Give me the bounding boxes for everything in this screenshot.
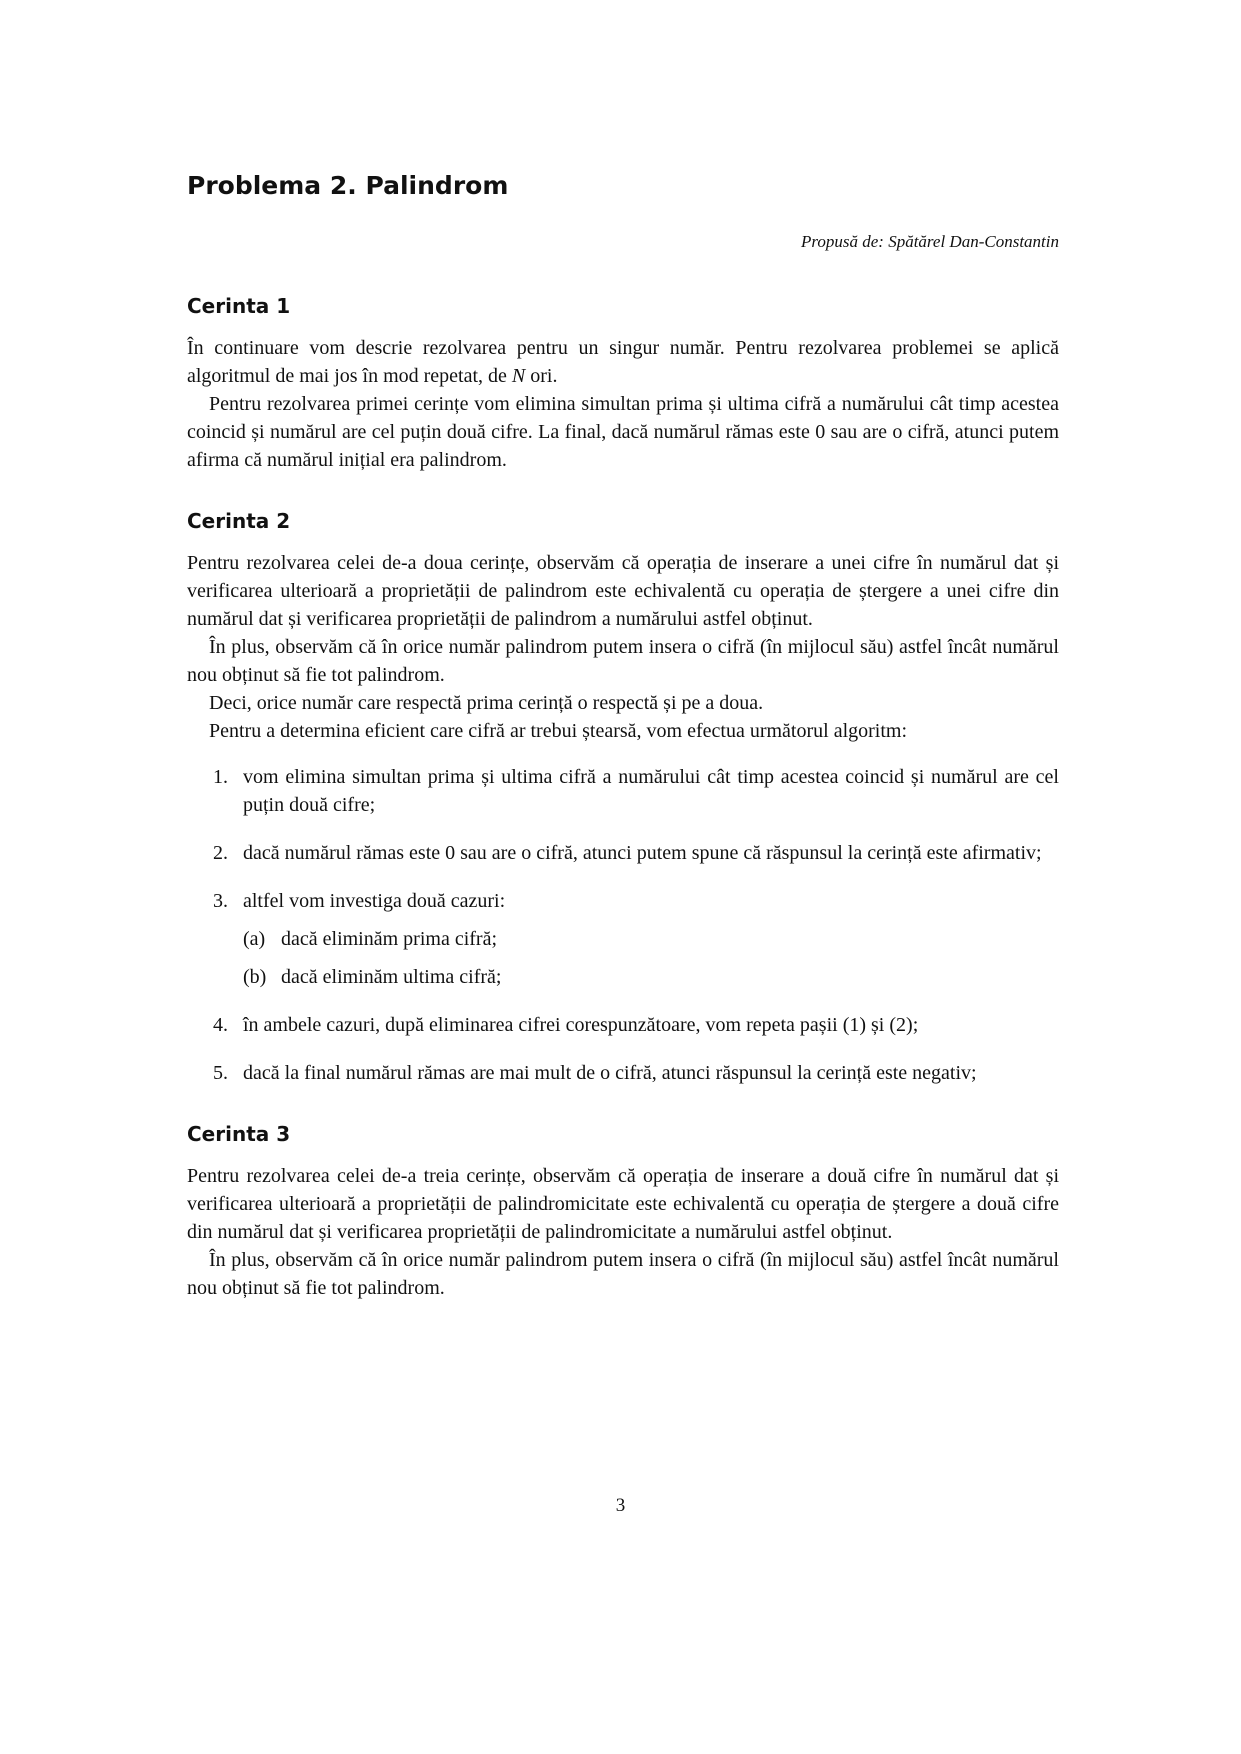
section-body-cerinta-3 bbox=[187, 1162, 1059, 1302]
list-item bbox=[187, 1011, 1059, 1039]
sub-list-item-text: dacă eliminăm ultima cifră; bbox=[281, 966, 502, 988]
list-item bbox=[187, 887, 1059, 991]
paragraph-text: În continuare vom descrie rezolvarea pentru un singur număr. Pentru rezolvarea problemei se aplică algoritmul de mai jos în mod repetat, de bbox=[187, 337, 1059, 387]
paragraph bbox=[187, 334, 1059, 390]
list-item bbox=[187, 839, 1059, 867]
paragraph: Pentru rezolvarea primei cerințe vom elimina simultan prima și ultima cifră a numărului cât timp acestea coincid și numărul are cel puțin două cifre. La final, dacă numărul rămas este 0 sau are o cifră, atunci putem afirma că numărul inițial era palindrom. bbox=[187, 393, 1059, 471]
list-item-text: în ambele cazuri, după eliminarea cifrei corespunzătoare, vom repeta pașii (1) și (2); bbox=[243, 1014, 919, 1036]
document-page bbox=[187, 168, 1059, 1302]
paragraph: Pentru rezolvarea celei de-a treia cerințe, observăm că operația de inserare a două cifre în numărul dat și verificarea ulterioară a proprietății de palindromicitate este echivalentă cu operația de ștergere a două cifre din numărul dat și verificarea proprietății de palindromicitate a numărului astfel obținut. bbox=[187, 1165, 1059, 1243]
paragraph: Pentru a determina eficient care cifră ar trebui ștearsă, vom efectua următorul algoritm: bbox=[209, 720, 908, 742]
variable-n: N bbox=[511, 365, 526, 387]
section-body-cerinta-2 bbox=[187, 549, 1059, 1087]
paragraph: Pentru rezolvarea celei de-a doua cerințe, observăm că operația de inserare a unei cifre în numărul dat și verificarea ulterioară a proprietății de palindrom este echivalentă cu operația de ștergere a unei cifre din numărul dat și verificarea proprietății de palindrom a numărului astfel obținut. bbox=[187, 552, 1059, 630]
list-item-text: dacă numărul rămas este 0 sau are o cifră, atunci putem spune că răspunsul la cerință este afirmativ; bbox=[243, 842, 1042, 864]
list-item bbox=[187, 1059, 1059, 1087]
paragraph: Deci, orice număr care respectă prima cerință o respectă și pe a doua. bbox=[209, 692, 764, 714]
sub-list-item bbox=[243, 963, 1059, 991]
list-item bbox=[187, 763, 1059, 819]
section-heading-cerinta-3: Cerinta 3 bbox=[187, 1122, 291, 1146]
list-item-number: 1. bbox=[213, 766, 228, 788]
author-credit: Propusă de: Spătărel Dan-Constantin bbox=[801, 232, 1059, 251]
section-body-cerinta-1 bbox=[187, 334, 1059, 474]
section-heading-cerinta-2: Cerinta 2 bbox=[187, 509, 291, 533]
sub-list bbox=[243, 925, 1059, 991]
problem-title: Problema 2. Palindrom bbox=[187, 171, 509, 200]
paragraph: În plus, observăm că în orice număr palindrom putem insera o cifră (în mijlocul său) astfel încât numărul nou obținut să fie tot palindrom. bbox=[187, 1249, 1059, 1299]
list-item-number: 2. bbox=[213, 842, 228, 864]
page-number: 3 bbox=[615, 1495, 626, 1516]
paragraph: În plus, observăm că în orice număr palindrom putem insera o cifră (în mijlocul său) astfel încât numărul nou obținut să fie tot palindrom. bbox=[187, 636, 1059, 686]
list-item-number: 3. bbox=[213, 890, 228, 912]
algorithm-steps-list bbox=[187, 763, 1059, 1087]
sub-list-item bbox=[243, 925, 1059, 953]
list-item-text: altfel vom investiga două cazuri: bbox=[243, 890, 506, 912]
sub-list-item-label: (a) bbox=[243, 928, 266, 950]
list-item-number: 4. bbox=[213, 1014, 228, 1036]
section-heading-cerinta-1: Cerinta 1 bbox=[187, 294, 291, 318]
list-item-text: dacă la final numărul rămas are mai mult de o cifră, atunci răspunsul la cerință este negativ; bbox=[243, 1062, 977, 1084]
sub-list-item-text: dacă eliminăm prima cifră; bbox=[281, 928, 498, 950]
list-item-number: 5. bbox=[213, 1062, 228, 1084]
sub-list-item-label: (b) bbox=[243, 966, 267, 988]
paragraph-text: ori. bbox=[525, 365, 558, 387]
list-item-text: vom elimina simultan prima și ultima cifră a numărului cât timp acestea coincid și numărul are cel puțin două cifre; bbox=[243, 766, 1059, 816]
